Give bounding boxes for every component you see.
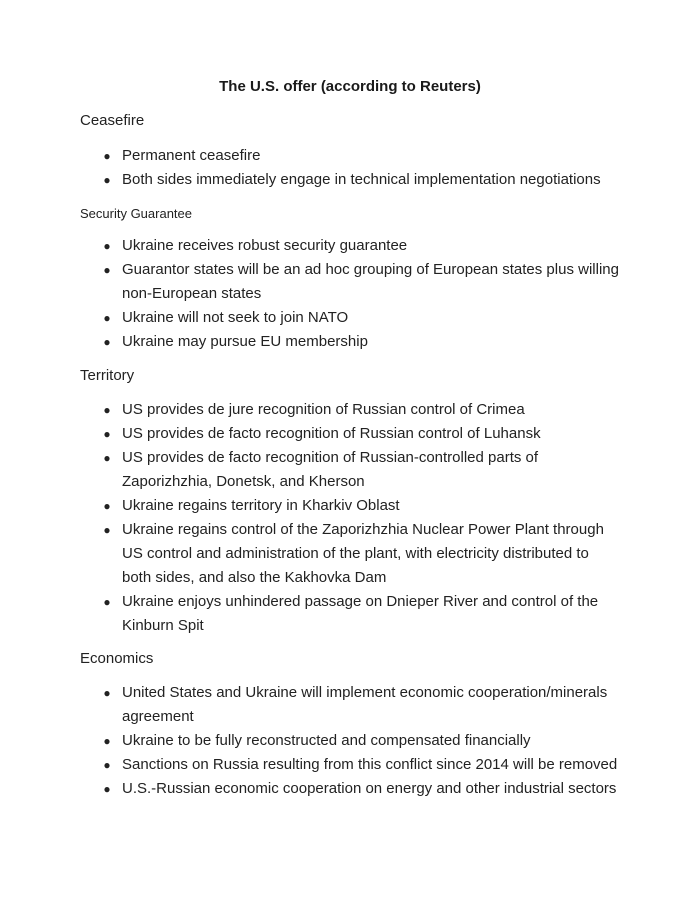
list-item-text: US provides de facto recognition of Russian control of Luhansk	[122, 425, 541, 442]
list-item	[100, 258, 620, 306]
list-item	[100, 422, 620, 446]
list-item-text: Ukraine regains control of the Zaporizhzhia Nuclear Power Plant through US control and administration of the plant, with electricity distributed to both sides, and also the Kakhovka Dam	[122, 521, 604, 586]
list-item-text: Ukraine receives robust security guarantee	[122, 237, 408, 254]
bullet-icon: ●	[103, 523, 111, 537]
bullet-icon: ●	[103, 427, 111, 441]
list-item-text: Ukraine enjoys unhindered passage on Dnieper River and control of the Kinburn Spit	[122, 593, 599, 634]
bullet-icon: ●	[103, 173, 111, 187]
bullet-icon: ●	[103, 239, 111, 253]
list-item	[100, 144, 620, 168]
bullet-icon: ●	[103, 451, 111, 465]
bullet-icon: ●	[103, 149, 111, 163]
list-item-text: Ukraine may pursue EU membership	[122, 333, 368, 350]
list-item	[100, 306, 620, 330]
list-item	[100, 729, 620, 753]
bullet-icon: ●	[103, 311, 111, 325]
section-heading-ceasefire: Ceasefire	[80, 112, 145, 129]
bullet-icon: ●	[103, 782, 111, 796]
list-item	[100, 398, 620, 422]
bullet-icon: ●	[103, 403, 111, 417]
list-item-text: U.S.-Russian economic cooperation on energy and other industrial sectors	[122, 780, 617, 797]
list-item	[100, 494, 620, 518]
list-item-text: Ukraine regains territory in Kharkiv Oblast	[122, 497, 400, 514]
list-item-text: Permanent ceasefire	[122, 147, 261, 164]
list-item-text: Guarantor states will be an ad hoc grouping of European states plus willing non-European states	[122, 261, 619, 302]
list-item-text: United States and Ukraine will implement economic cooperation/minerals agreement	[122, 684, 608, 725]
list-item-text: Ukraine will not seek to join NATO	[122, 309, 349, 326]
list-item	[100, 518, 620, 590]
bullet-icon: ●	[103, 335, 111, 349]
bullet-icon: ●	[103, 263, 111, 277]
list-item	[100, 590, 620, 638]
list-item-text: US provides de jure recognition of Russian control of Crimea	[122, 401, 525, 418]
list-item-text: Both sides immediately engage in technical implementation negotiations	[122, 171, 601, 188]
list-item	[100, 234, 620, 258]
bullet-icon: ●	[103, 734, 111, 748]
list-item	[100, 330, 620, 354]
list-item-text: US provides de facto recognition of Russian-controlled parts of Zaporizhzhia, Donetsk, and Kherson	[122, 449, 539, 490]
document-title: The U.S. offer (according to Reuters)	[219, 78, 481, 95]
bullet-icon: ●	[103, 758, 111, 772]
bullet-icon: ●	[103, 595, 111, 609]
bullet-icon: ●	[103, 499, 111, 513]
list-item	[100, 777, 620, 801]
list-item	[100, 168, 620, 192]
section-heading-security-guarantee: Security Guarantee	[80, 206, 193, 221]
section-heading-economics: Economics	[80, 650, 154, 667]
list-item-text: Ukraine to be fully reconstructed and compensated financially	[122, 732, 531, 749]
section-heading-territory: Territory	[80, 367, 135, 384]
list-item-text: Sanctions on Russia resulting from this conflict since 2014 will be removed	[122, 756, 618, 773]
list-item	[100, 446, 620, 494]
list-item	[100, 681, 620, 729]
bullet-icon: ●	[103, 686, 111, 700]
list-item	[100, 753, 620, 777]
